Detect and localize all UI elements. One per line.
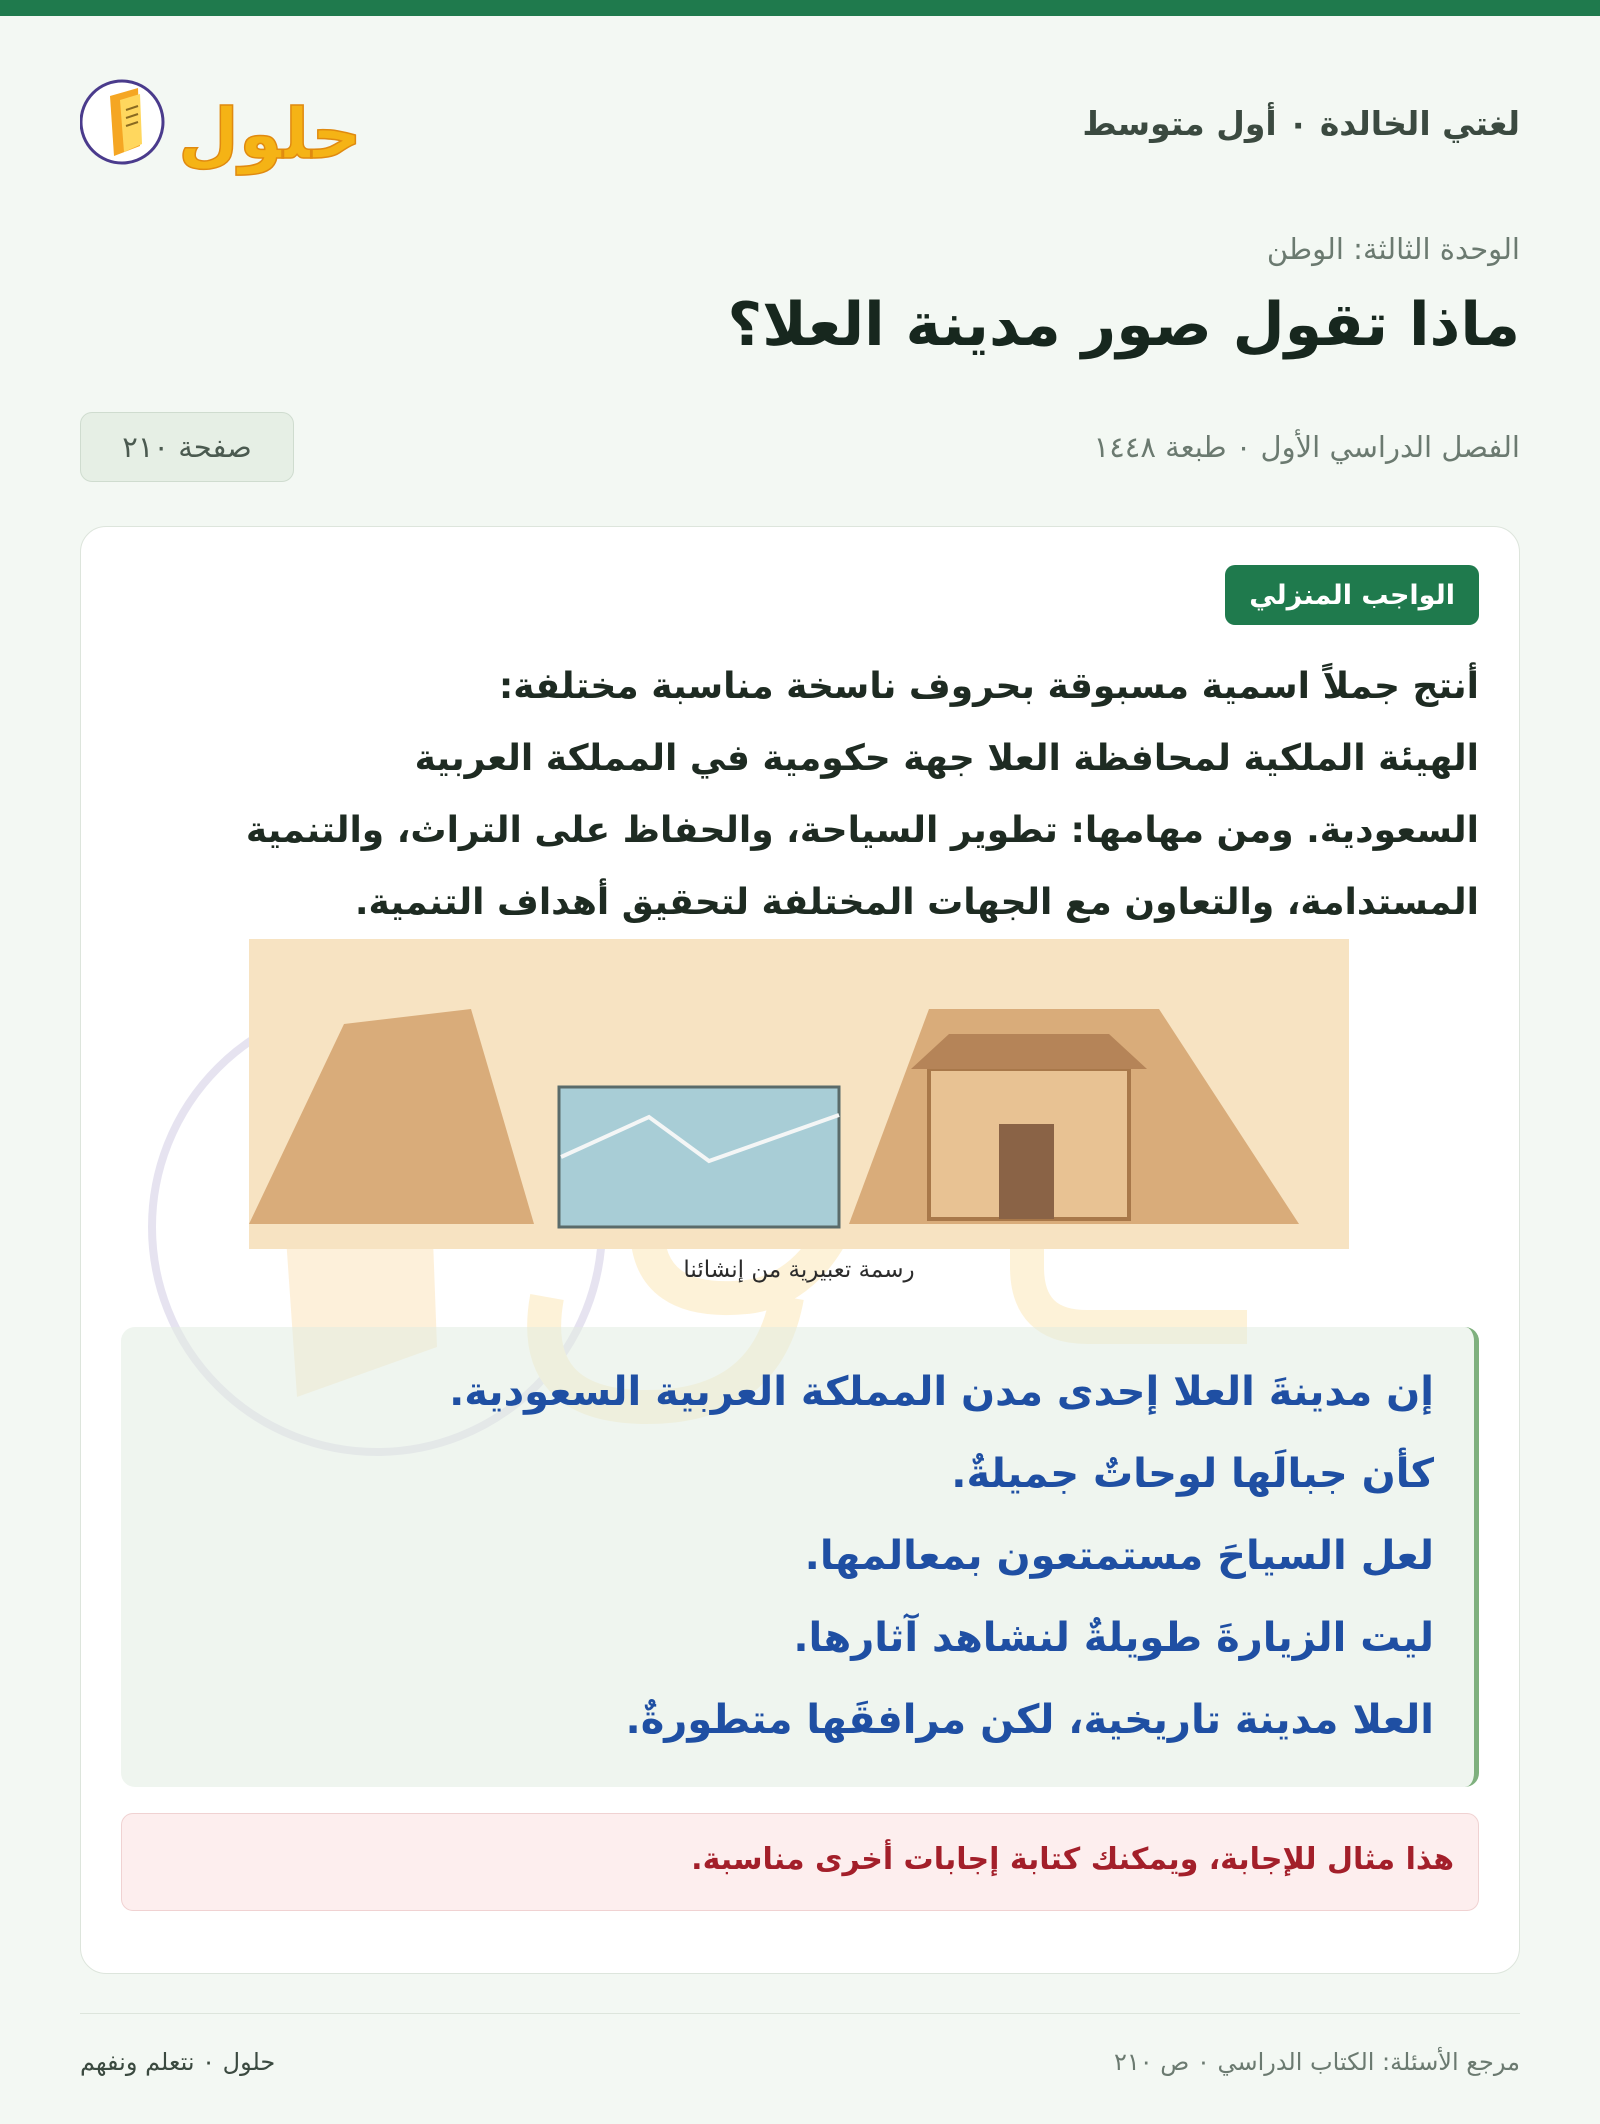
hulul-logo[interactable] bbox=[80, 66, 370, 176]
landscape-panel bbox=[559, 1087, 839, 1227]
header bbox=[80, 62, 1520, 182]
answer-line: كأن جبالَها لوحاتٌ جميلةٌ. bbox=[951, 1451, 1434, 1497]
tomb-door bbox=[999, 1124, 1054, 1219]
question-line: الهيئة الملكية لمحافظة العلا جهة حكومية في المملكة العربية bbox=[414, 738, 1479, 779]
unit-label: الوحدة الثالثة: الوطن bbox=[1266, 232, 1520, 266]
semester-edition: الفصل الدراسي الأول ٠ طبعة ١٤٤٨ bbox=[1093, 430, 1520, 464]
homework-card bbox=[80, 526, 1520, 1974]
footer-brand[interactable]: حلول ٠ نتعلم ونفهم bbox=[80, 2048, 276, 2076]
lesson-title: ماذا تقول صور مدينة العلا؟ bbox=[727, 290, 1520, 360]
question-line: المستدامة، والتعاون مع الجهات المختلفة لتحقيق أهداف التنمية. bbox=[354, 882, 1479, 923]
answer-box bbox=[121, 1327, 1479, 1787]
footer-reference: مرجع الأسئلة: الكتاب الدراسي ٠ ص ٢١٠ bbox=[1113, 2048, 1520, 2076]
answer-line: ليت الزيارةَ طويلةٌ لنشاهد آثارها. bbox=[793, 1615, 1434, 1661]
page bbox=[80, 0, 1520, 2124]
tomb-roof bbox=[911, 1034, 1147, 1069]
footer-divider bbox=[80, 2013, 1520, 2014]
question-text bbox=[121, 651, 1479, 939]
answer-line: إن مدينةَ العلا إحدى مدن المملكة العربية السعودية. bbox=[449, 1369, 1434, 1415]
logo-text: حلول bbox=[178, 93, 362, 175]
question-line: أنتج جملاً اسمية مسبوقة بحروف ناسخة مناسبة مختلفة: bbox=[498, 666, 1479, 707]
answer-line: لعل السياحَ مستمتعون بمعالمها. bbox=[804, 1533, 1434, 1579]
page-badge: صفحة ٢١٠ bbox=[80, 412, 294, 482]
homework-badge: الواجب المنزلي bbox=[1225, 565, 1479, 625]
alula-illustration bbox=[249, 939, 1349, 1249]
question-line: السعودية. ومن مهامها: تطوير السياحة، والحفاظ على التراث، والتنمية bbox=[245, 810, 1479, 851]
image-caption: رسمة تعبيرية من إنشائنا bbox=[683, 1257, 915, 1283]
note-box bbox=[121, 1813, 1479, 1911]
note-text: هذا مثال للإجابة، ويمكنك كتابة إجابات أخرى مناسبة. bbox=[691, 1842, 1454, 1877]
answer-line: العلا مدينة تاريخية، لكن مرافقَها متطورةٌ. bbox=[625, 1697, 1434, 1743]
book-title: لغتي الخالدة ٠ أول متوسط bbox=[1082, 104, 1520, 143]
